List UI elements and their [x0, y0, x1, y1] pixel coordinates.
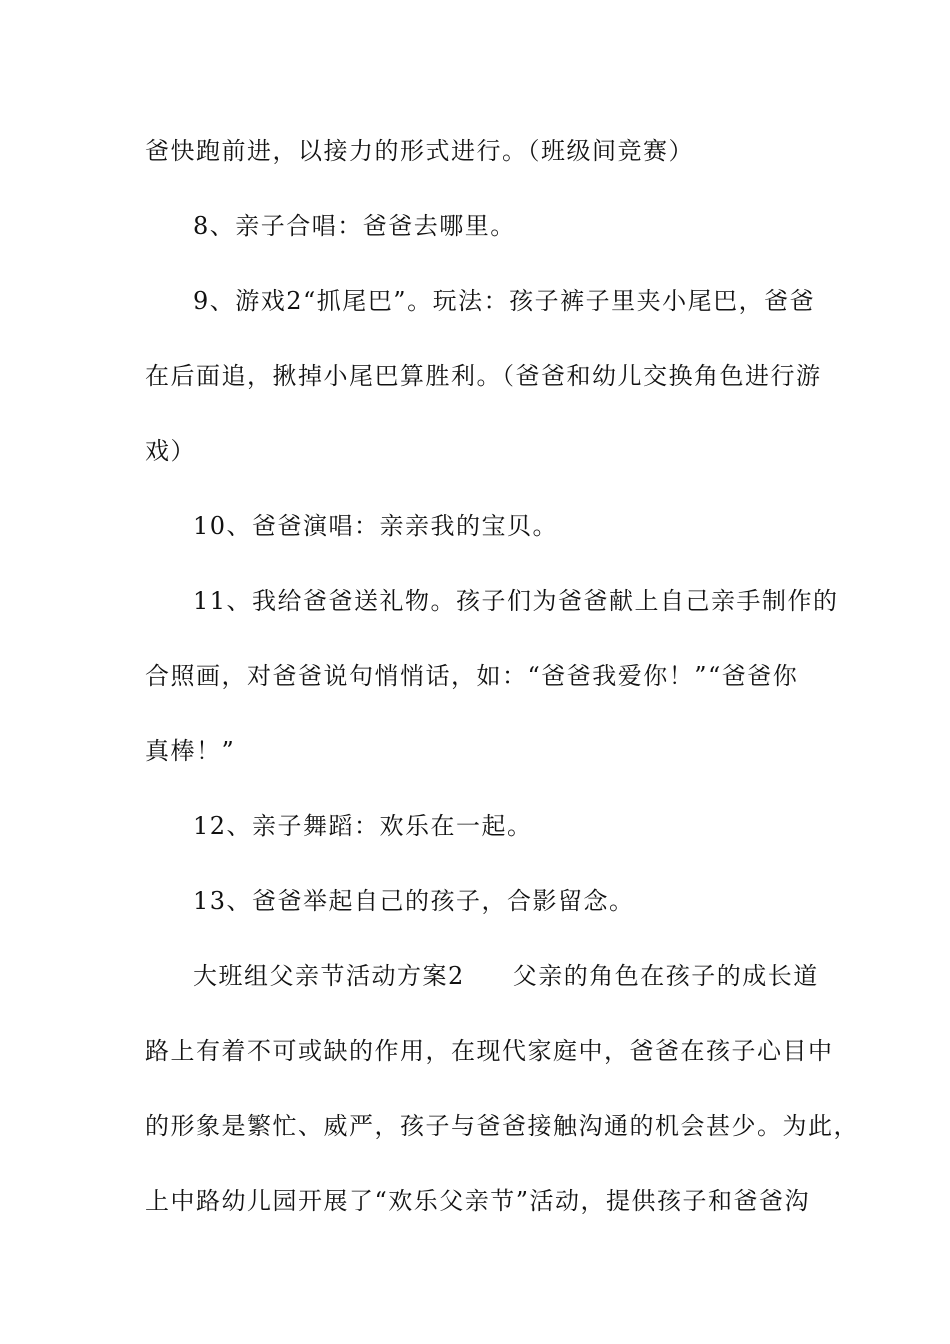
- text-line: 11、我给爸爸送礼物。孩子们为爸爸献上自己亲手制作的: [193, 587, 839, 615]
- text-line: 路上有着不可或缺的作用，在现代家庭中，爸爸在孩子心目中: [145, 1037, 834, 1065]
- text-line: 上中路幼儿园开展了“欢乐父亲节”活动，提供孩子和爸爸沟: [145, 1187, 811, 1215]
- section-title: 大班组父亲节活动方案2: [193, 962, 465, 990]
- text-line: 12、亲子舞蹈：欢乐在一起。: [193, 812, 533, 840]
- text-line: 的形象是繁忙、威严，孩子与爸爸接触沟通的机会甚少。为此，: [145, 1112, 859, 1140]
- text-line: 爸快跑前进，以接力的形式进行。（班级间竞赛）: [145, 137, 694, 165]
- text-line: 戏）: [145, 437, 196, 465]
- text-line: 在后面追，揪掉小尾巴算胜利。（爸爸和幼儿交换角色进行游: [145, 362, 822, 390]
- section-first-line: 父亲的角色在孩子的成长道: [512, 962, 819, 990]
- text-line: 10、爸爸演唱：亲亲我的宝贝。: [193, 512, 559, 540]
- text-line: 真棒！”: [145, 737, 236, 765]
- text-line: 13、爸爸举起自己的孩子，合影留念。: [193, 887, 635, 915]
- section-heading-line: [193, 961, 858, 991]
- text-line: 8、亲子合唱：爸爸去哪里。: [193, 212, 516, 240]
- text-line: 合照画，对爸爸说句悄悄话，如：“爸爸我爱你！”“爸爸你: [145, 662, 799, 690]
- text-line: 9、游戏2“抓尾巴”。玩法：孩子裤子里夹小尾巴，爸爸: [193, 287, 816, 315]
